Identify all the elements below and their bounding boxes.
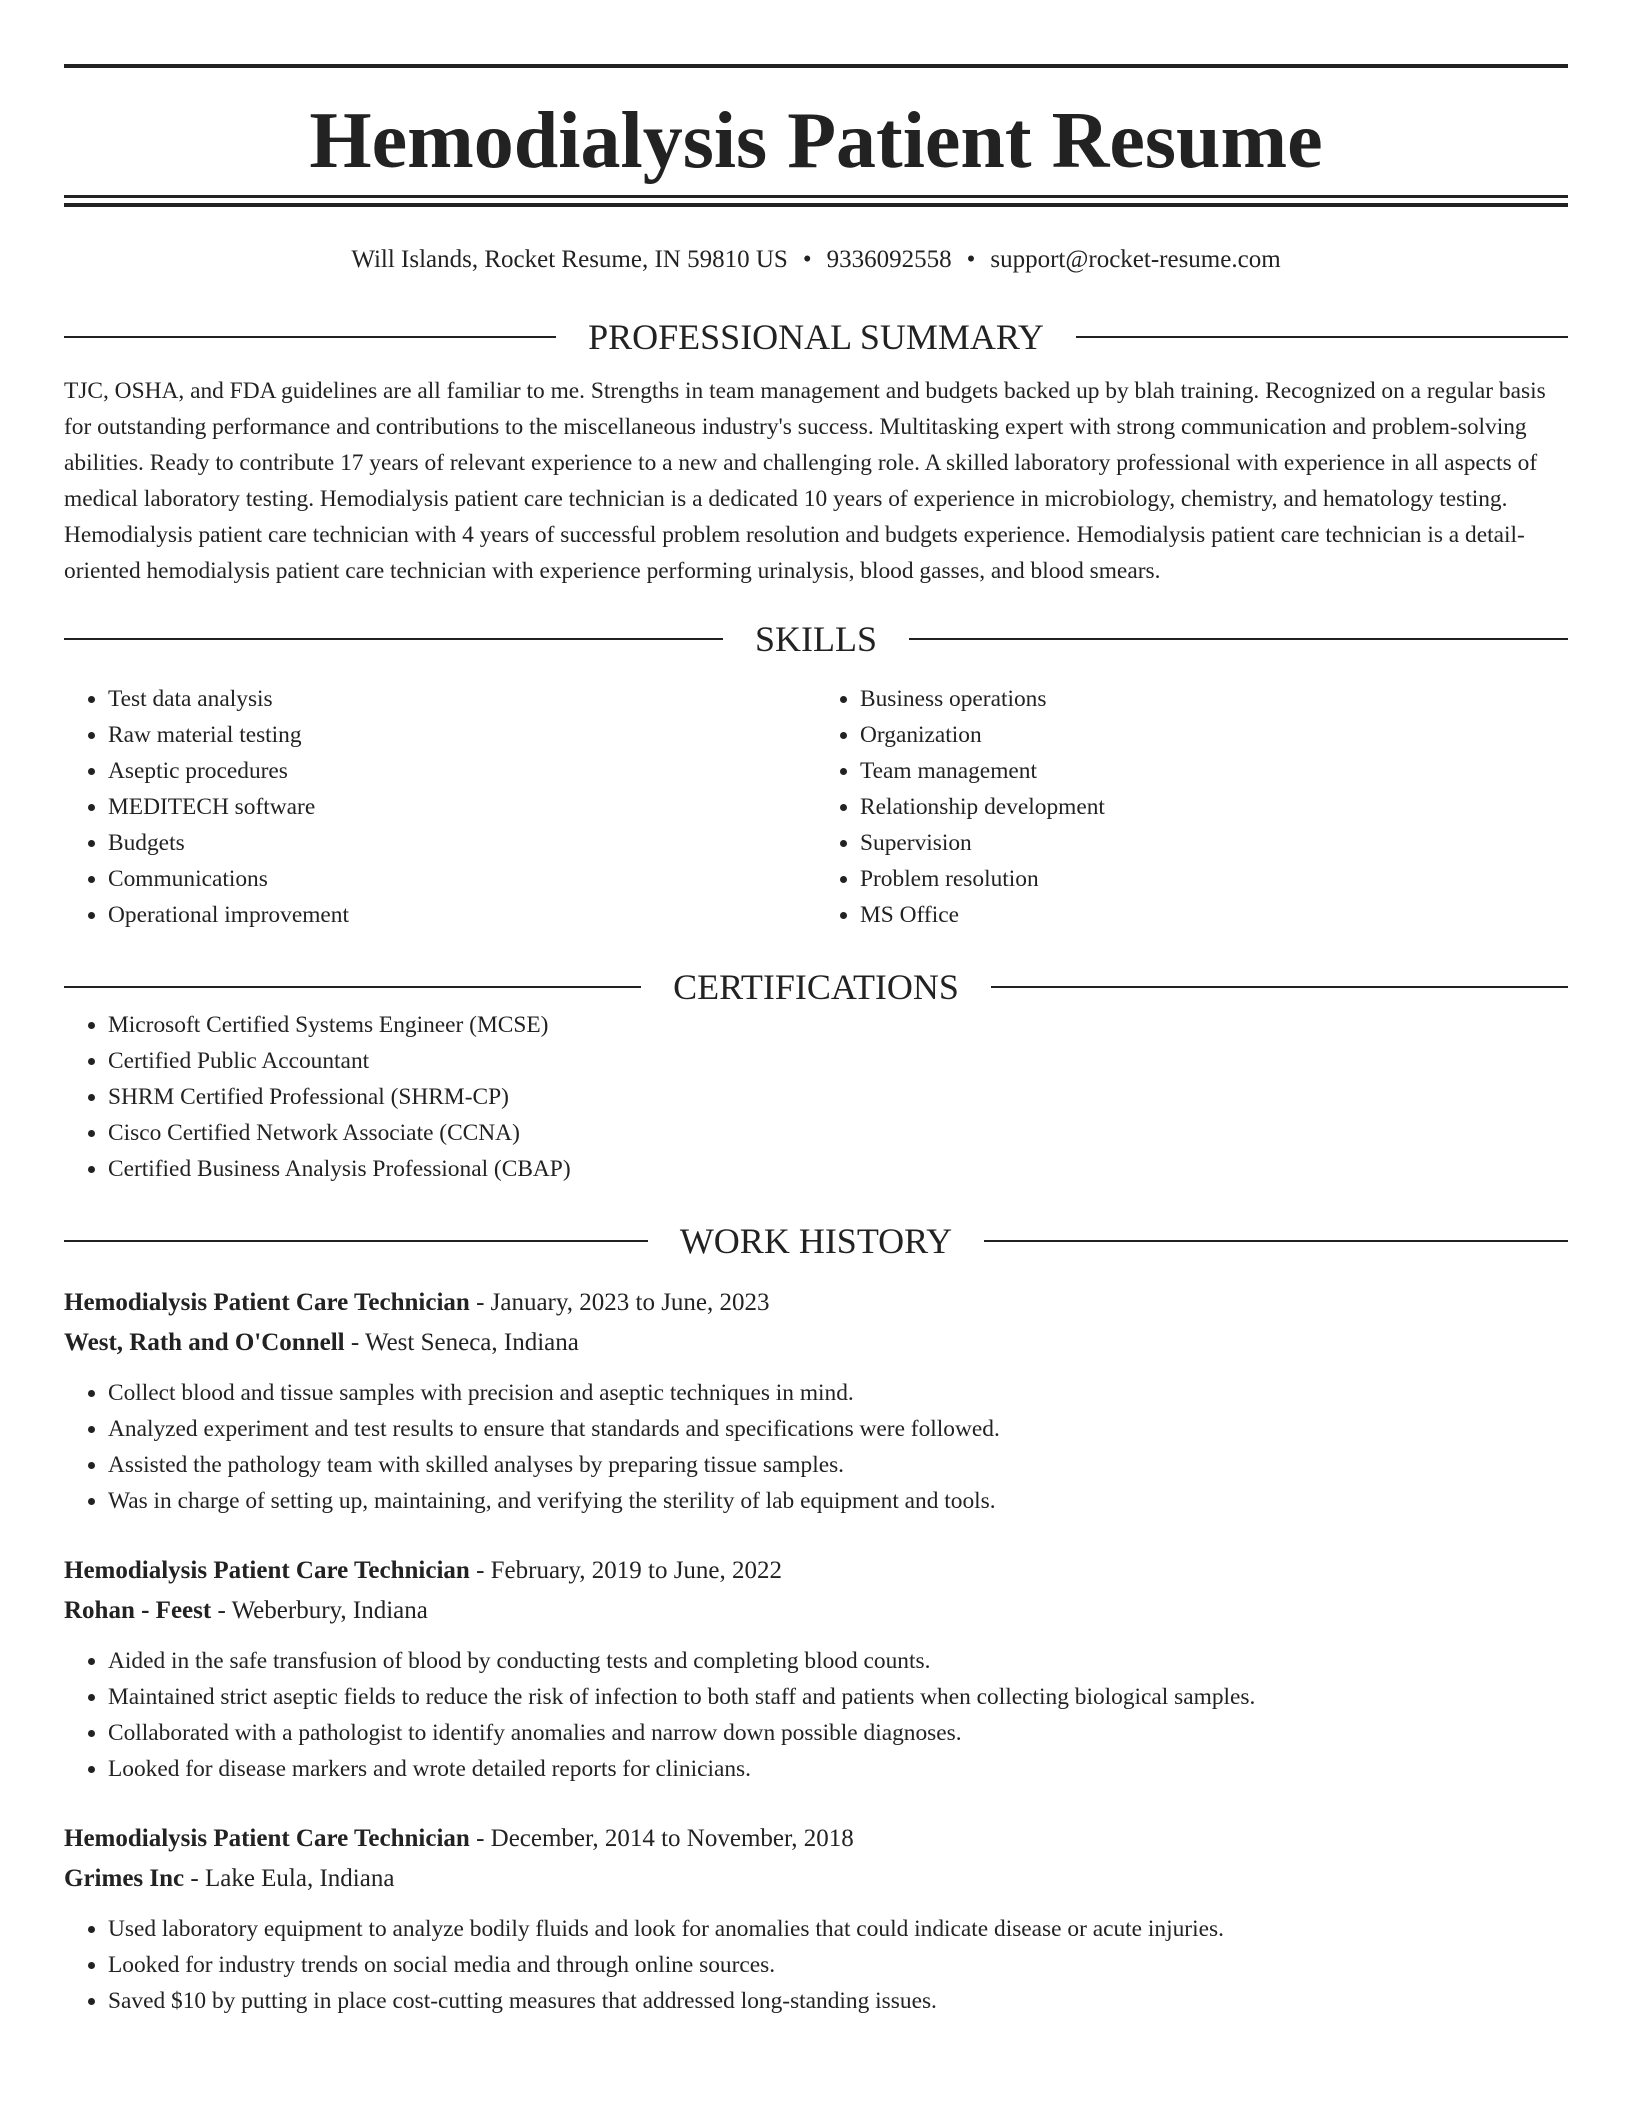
skill-item: • Relationship development: [860, 789, 1568, 825]
job-company: West, Rath and O'Connell: [64, 1329, 345, 1356]
certification-item: • Microsoft Certified Systems Engineer (MCSE): [108, 1007, 1568, 1043]
job-location: - West Seneca, Indiana: [344, 1329, 579, 1356]
job-dates: - December, 2014 to November, 2018: [469, 1825, 854, 1852]
heading-rule: [1076, 336, 1568, 338]
skill-item: • MEDITECH software: [108, 789, 816, 825]
job-entry: [64, 1551, 1568, 1787]
section-title: SKILLS: [755, 619, 878, 659]
heading-rule: [909, 638, 1568, 640]
job-entry: [64, 1819, 1568, 2019]
contact-separator: •: [802, 246, 812, 273]
section-title: CERTIFICATIONS: [673, 967, 959, 1007]
section-heading-skills: [64, 619, 1568, 659]
skill-item: • Organization: [860, 717, 1568, 753]
job-dates: - January, 2023 to June, 2023: [469, 1289, 770, 1316]
job-duties-list: [64, 1911, 1568, 2019]
heading-rule: [991, 986, 1568, 988]
skill-item: • Communications: [108, 861, 816, 897]
job-location: - Lake Eula, Indiana: [184, 1865, 395, 1892]
job-duty-item: • Looked for industry trends on social media and through online sources.: [108, 1947, 1568, 1983]
job-duty-item: • Saved $10 by putting in place cost-cutting measures that addressed long-standing issues.: [108, 1983, 1568, 2019]
job-duty-item: • Collect blood and tissue samples with precision and aseptic techniques in mind.: [108, 1375, 1568, 1411]
job-company: Rohan - Feest: [64, 1597, 212, 1624]
job-title: Hemodialysis Patient Care Technician: [64, 1289, 470, 1316]
contact-address: Will Islands, Rocket Resume, IN 59810 US: [351, 246, 788, 273]
job-title: Hemodialysis Patient Care Technician: [64, 1557, 470, 1584]
job-company-line: [64, 1859, 1568, 1899]
job-duty-item: • Aided in the safe transfusion of blood by conducting tests and completing blood counts.: [108, 1643, 1568, 1679]
title-double-rule: [64, 195, 1568, 207]
job-company-line: [64, 1591, 1568, 1631]
certification-item: • Cisco Certified Network Associate (CCNA): [108, 1115, 1568, 1151]
work-history-list: [64, 1283, 1568, 2019]
job-duty-item: • Collaborated with a pathologist to identify anomalies and narrow down possible diagnoses.: [108, 1715, 1568, 1751]
heading-rule: [64, 1240, 648, 1242]
skill-item: • Test data analysis: [108, 681, 816, 717]
section-heading-certifications: [64, 967, 1568, 1007]
job-entry: [64, 1283, 1568, 1519]
heading-rule: [64, 336, 556, 338]
heading-rule: [64, 638, 723, 640]
skill-item: • Supervision: [860, 825, 1568, 861]
skill-item: • Team management: [860, 753, 1568, 789]
section-heading-summary: [64, 317, 1568, 357]
contact-separator: •: [966, 246, 976, 273]
job-duties-list: [64, 1643, 1568, 1787]
job-title-line: [64, 1283, 1568, 1323]
job-company: Grimes Inc: [64, 1865, 185, 1892]
contact-line: [64, 243, 1568, 277]
job-duty-item: • Analyzed experiment and test results to ensure that standards and specifications were followed.: [108, 1411, 1568, 1447]
job-dates: - February, 2019 to June, 2022: [469, 1557, 783, 1584]
section-title: WORK HISTORY: [679, 1221, 953, 1261]
contact-email: support@rocket-resume.com: [990, 246, 1281, 273]
resume-page: [64, 64, 1568, 2019]
certification-item: • Certified Public Accountant: [108, 1043, 1568, 1079]
skill-item: • Budgets: [108, 825, 816, 861]
resume-title: Hemodialysis Patient Resume: [309, 97, 1323, 185]
job-duties-list: [64, 1375, 1568, 1519]
job-location: - Weberbury, Indiana: [211, 1597, 428, 1624]
skill-item: • MS Office: [860, 897, 1568, 933]
summary-paragraph: TJC, OSHA, and FDA guidelines are all familiar to me. Strengths in team management and budgets backed up by blah training. Recognized on a regular basis for outstanding performance and contributions to the miscellaneous industry's success. Multitasking expert with strong communication and problem-solving abilities. Ready to contribute 17 years of relevant experience to a new and challenging role. A skilled laboratory professional with experience in all aspects of medical laboratory testing. Hemodialysis patient care technician is a dedicated 10 years of experience in microbiology, chemistry, and hematology testing. Hemodialysis patient care technician with 4 years of successful problem resolution and budgets experience. Hemodialysis patient care technician is a detail-oriented hemodialysis patient care technician with experience performing urinalysis, blood gasses, and blood smears.: [64, 378, 1546, 584]
job-title: Hemodialysis Patient Care Technician: [64, 1825, 470, 1852]
skill-item: • Problem resolution: [860, 861, 1568, 897]
skills-columns: [64, 681, 1568, 933]
job-title-line: [64, 1819, 1568, 1859]
certifications-list: [64, 1007, 1568, 1187]
job-duty-item: • Was in charge of setting up, maintaining, and verifying the sterility of lab equipment and tools.: [108, 1483, 1568, 1519]
job-duty-item: • Used laboratory equipment to analyze bodily fluids and look for anomalies that could indicate disease or acute injuries.: [108, 1911, 1568, 1947]
heading-rule: [64, 986, 641, 988]
certification-item: • Certified Business Analysis Professional (CBAP): [108, 1151, 1568, 1187]
section-title: PROFESSIONAL SUMMARY: [588, 317, 1044, 357]
skills-list-left: [64, 681, 816, 933]
job-duty-item: • Assisted the pathology team with skilled analyses by preparing tissue samples.: [108, 1447, 1568, 1483]
contact-phone: 9336092558: [826, 246, 952, 273]
job-company-line: [64, 1323, 1568, 1363]
skill-item: • Operational improvement: [108, 897, 816, 933]
skill-item: • Raw material testing: [108, 717, 816, 753]
certification-item: • SHRM Certified Professional (SHRM-CP): [108, 1079, 1568, 1115]
skills-list-right: [816, 681, 1568, 933]
job-duty-item: • Looked for disease markers and wrote detailed reports for clinicians.: [108, 1751, 1568, 1787]
heading-rule: [984, 1240, 1568, 1242]
job-title-line: [64, 1551, 1568, 1591]
skill-item: • Business operations: [860, 681, 1568, 717]
skill-item: • Aseptic procedures: [108, 753, 816, 789]
section-heading-work-history: [64, 1221, 1568, 1261]
job-duty-item: • Maintained strict aseptic fields to reduce the risk of infection to both staff and patients when collecting biological samples.: [108, 1679, 1568, 1715]
